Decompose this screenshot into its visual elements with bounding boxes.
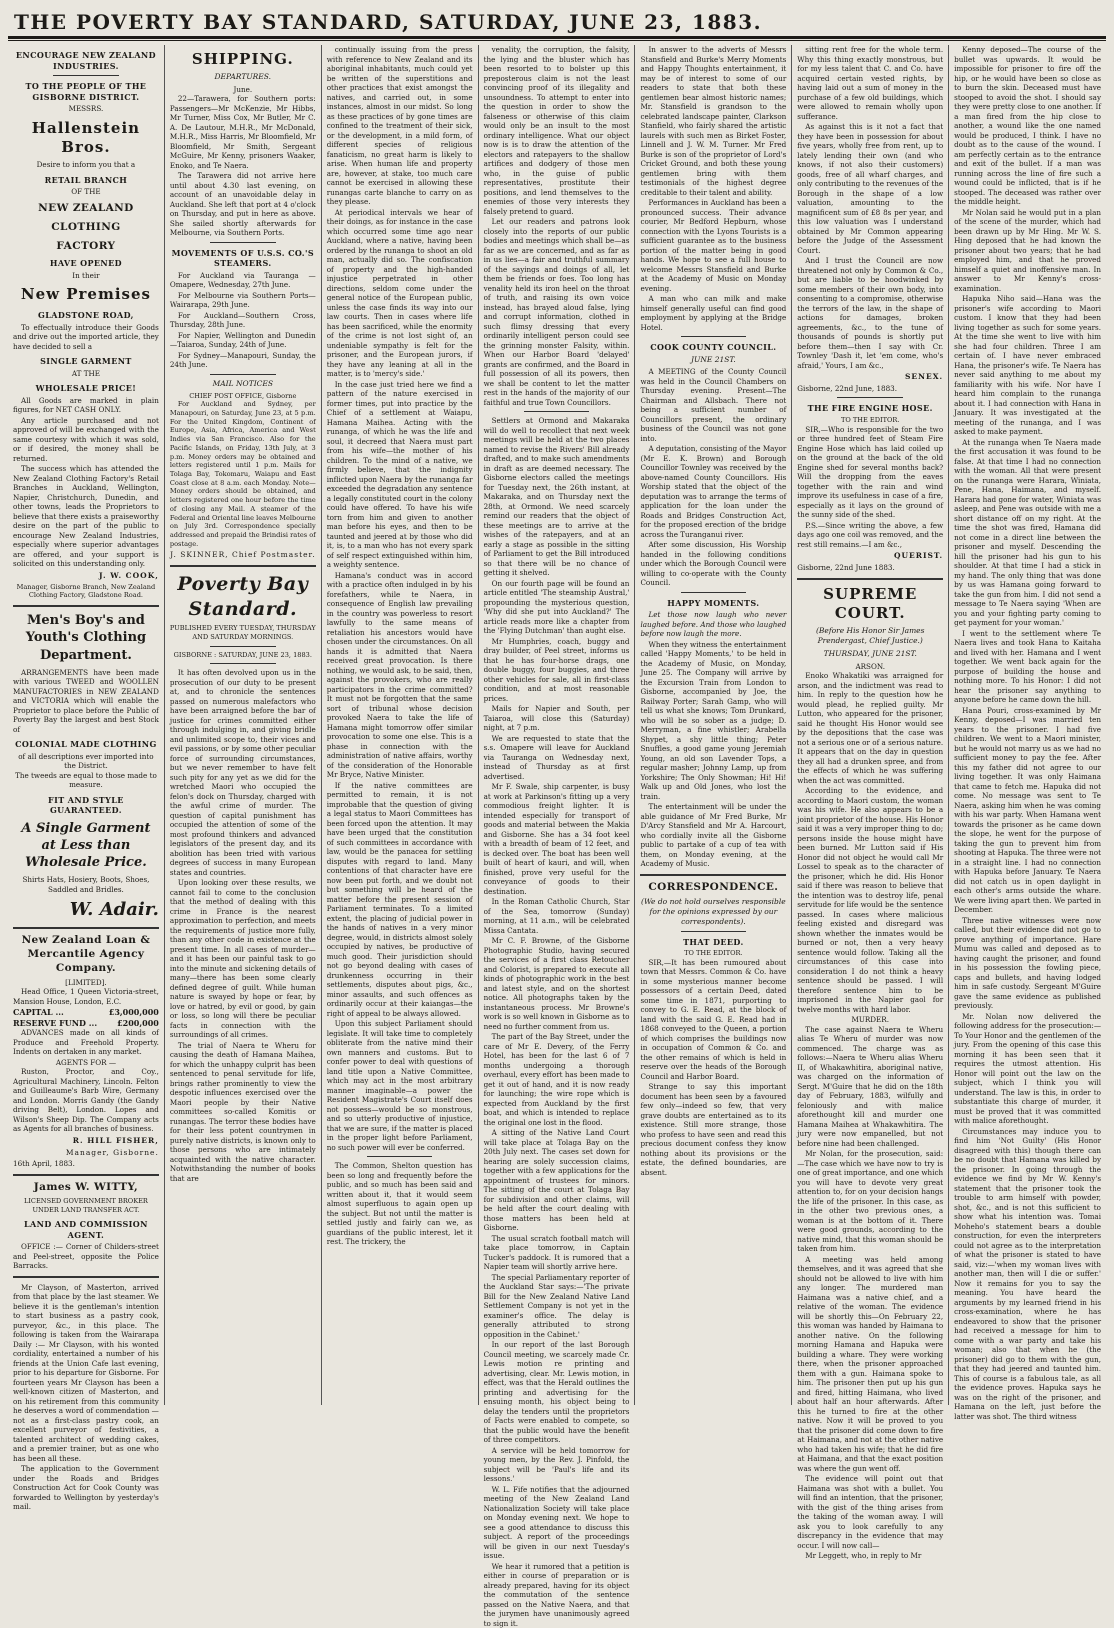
news-paragraph: Performances in Auckland has been a pronounced success. Their advance courier, Mr Bedford Hepburn, whose connection with the Lyons Tourists is a sufficient guarantee as to the business portion of the matter being in good hands. We hope to see a full house to welcome Messrs Stansfield and Burke at the Academy of Music on Monday evening. (640, 198, 786, 293)
column-1 (8, 45, 165, 1405)
news-paragraph: For Napier, Wellington and Dunedin—Taiaroa, Sunday, 24th of June. (170, 331, 316, 350)
ad-line: WHOLESALE PRICE! (13, 383, 159, 394)
ad-paragraph: Head Office, 1 Queen Victoria-street, Mansion House, London, E.C. (13, 987, 159, 1006)
news-paragraph: The entertainment will be under the able guidance of Mr Fred Burke, Mr D'Arcy Stansfield and Mr A. Harcourt, who cordially invite all the Gisborne public to partake of a cup of tea with them, on Monday evening, at the Academy of Music. (640, 802, 786, 869)
court-before: (Before His Honor Sir James Prendergast, Chief Justice.) (797, 626, 943, 646)
council-date: JUNE 21ST. (640, 355, 786, 365)
ad-adair: W. Adair. (13, 898, 159, 922)
ad-signature: J. W. COOK, (13, 571, 159, 581)
ad-line: RETAIL BRANCH (13, 175, 159, 186)
ad-premises: New Premises (13, 285, 159, 305)
divider (210, 242, 276, 243)
column-5 (635, 45, 792, 1405)
leader-paragraph: Hamana's conduct was in accord with a practice often indulged in by his forefathers, while te Naera, in consequence of English law prevailing in the country was powerless to resort lawfully to the same means of retaliation his ancestors would have chosen under the circumstances. On all hands it is admitted that Naera received great provocation. Is there nothing, we would ask, to be said, then, against the provokers, who are really participators in the crime committed? It must not be forgotten that the same sort of tribunal whose decision provoked Naera to take the life of Hamana might tomorrow offer similar provocation to some one else. This is a phase in connection with the administration of native affairs, worthy of the consideration of the Honorable Mr Bryce, Native Minister. (327, 571, 473, 780)
ad-department-heading: Men's Boy's and Youth's Clothing Department. (13, 612, 159, 663)
news-paragraph: We hear it rumored that a petition is either in course of preparation or is already prepared, having for its object the commutation of the sentence passed on the Native Naera, and that the jurymen have unanimously agreed to sign it. (484, 1562, 630, 1628)
ad-witty-heading: James W. WITTY, (13, 1181, 159, 1195)
to-the-editor: TO THE EDITOR. (797, 416, 943, 425)
news-paragraph: For Sydney—Manapouri, Sunday, the 24th June. (170, 351, 316, 370)
divider (640, 874, 786, 876)
news-paragraph: Mr F. Swale, ship carpenter, is busy at work at Parkinson's fitting up a very commodious freight lighter. It is intended especially for transport of goods and material between the Makia and Gisborne. She has a 34 foot keel with a breadth of beam of 12 feet, and is decked over. The boat has been well built of heart of kauri, and will, when finished, prove very useful for the conveyance of goods to their destination. (484, 782, 630, 896)
ad-paragraph: Ruston, Proctor, and Coy., Agricultural Machinery, Lincoln. Felton and Guilleaume's Barb Wire, Germany and London. Morris Gandy (the Gandy driving Belt), London. Lopes and Wilson's Sheep Dip. The Company acts as Agents for all branches of business. (13, 1067, 159, 1134)
news-paragraph: Mr Humphries, coach, buggy and dray builder, of Peel street, informs us that he has four-horse drags, one double buggy, four buggies, and three other vehicles for sale, all in first-class condition, and at most reasonable prices. (484, 637, 630, 704)
news-paragraph: The part of the Bay Street, under the care of Mr E. Devery, of the Ferry Hotel, has been for the last 6 of 7 months undergoing a thorough overhaul, every effort has been made to get it out of hand, and it is now ready for launching; the wire rope which is expected from Auckland by the first boat, and which is intended to replace the original one lost in the flood. (484, 1032, 630, 1127)
ad-line: LAND AND COMMISSION AGENT. (13, 1219, 159, 1240)
court-paragraph: Mr. Nolan now delivered the following address for the prosecution:—To Your Honor and the gentlemen of the jury. From the opening of this case this morning it has been seen that it requires the utmost attention. His Honor will point out the law on the subject, which I think you will understand. The law is this, in order to substantiate this charge of murder, it must be proved that it was committed with malice aforethought. (954, 1012, 1101, 1126)
happy-moments-heading: HAPPY MOMENTS. (640, 598, 786, 609)
ad-line: Shirts Hats, Hosiery, Boots, Shoes, Saddled and Bridles. (13, 875, 159, 894)
news-paragraph: Settlers at Ormond and Makaraka will do well to recollect that next week meetings will be held at the two places named to revise the Rivers' Bill already drafted, and to make such amendments in draft as are deemed necessary. The Gisborne electors called the meetings for Tuesday next, the 26th instant, at Makaraka, and on Thursday next the 28th, at Ormond. We need scarcely remind our readers that the object of these meetings are to arrive at the wishes of the ratepayers, and at an early a stage as possible in the sitting of Parliament to get the Bill introduced so that there will be no chance of getting it shelved. (484, 416, 630, 578)
leader-paragraph: At periodical intervals we hear of their doings, as for instance in the case which occurred some time ago near Auckland, where a native, having been ordered by the runanga to shoot an old man, actually did so. The confiscation of property and the high-handed injustice perpetrated in other directions, seldom come under the general notice of the European public, unless the case finds its way into our law courts. Then in cases where life has been sacrificed, while the enormity of the crime is not lost sight of, an undeniable sympathy is felt for the prisoner, and the European jurors, if they have any leaning at all in the matter, is to 'mercy's side.' (327, 208, 473, 379)
news-paragraph: The Tarawera did not arrive here until about 4.30 last evening, on account of an unavoidable delay in Auckland. She left that port at 4 o'clock on Thursday, and put in here as above. She sailed shortly afterwards for Melbourne, via Southern Ports. (170, 171, 316, 238)
court-date: THURSDAY, JUNE 21ST. (797, 649, 943, 659)
arson-heading: ARSON. (797, 662, 943, 672)
masthead-rule-thick (8, 36, 1106, 39)
ad-line: In their (13, 271, 159, 281)
masthead-rule-thin (8, 40, 1106, 41)
leader-paragraph: If the native committees are permitted to remain, it is not improbable that the question of giving a legal status to Maori Committees has been forced upon the attention. It may have been urged that the constitution of such committees in accordance with law, would be the panacea for settling disputes with regard to land. Many contentions of that character have ere now been put forth, and we doubt not but something will be heard of the matter before the present session of Parliament terminates. To a limited extent, the placing of judicial power in the hands of natives in a very minor degree, would, in districts almost solely occupied by natives, be productive of much good. Their jurisdiction should not go beyond dealing with cases of drunkenness occurring in their settlements, disputes about pigs, &c., minor assaults, and such offences as ordinarily occur at their kaiangas—the right of appeal to be always allowed. (327, 781, 473, 1019)
masthead-title: THE POVERTY BAY STANDARD, SATURDAY, JUNE 23, 1883. (14, 10, 762, 34)
postmaster-signature: J. SKINNER, Chief Postmaster. (170, 550, 316, 560)
court-paragraph: Mr Nolan said he would put in a plan of the scene of the murder, which had been drawn up by Mr Hing. Mr W. S. Hing deposed that he had known the prisoner about two years; that he had employed him, and that he proved himself a quiet and inoffensive man. In answer to Mr Kenny's cross-examination. (954, 208, 1101, 294)
ad-firm-name: Hallenstein Bros. (13, 119, 159, 159)
capital-value: £3,000,000 (109, 1007, 159, 1018)
capital-label: CAPITAL ... (13, 1007, 64, 1018)
letter-paragraph: SIR,—Who is responsible for the two or three hundred feet of Steam Fire Engine Hose which has laid coiled up on the ground at the back of the old Engine shed for several months back? Will the dropping from the eaves together with the rain and wind improve its usefulness in case of a fire, especially as it lays on the ground of the sunny side of the shed. (797, 425, 943, 520)
divider (681, 336, 747, 337)
ad-capital (13, 1007, 159, 1018)
column-4 (479, 45, 636, 1405)
ad-headline: ENCOURAGE NEW ZEALAND INDUSTRIES. (13, 50, 159, 71)
court-paragraph: Hana Pouri, cross-examined by Mr Kenny, deposed—I was married ten years to the prisoner. I had five children. We went to a Maori minister, but he would not marry us as we had no sufficient money to pay the fee. After this my father did not agree to our living together. It was only Haimana that came to fetch me. Hapuka did not come. No message was sent to Te Naera, asking him when he was coming with his war party. When Hamana went towards the prisoner as he came down the slope, he went for the purpose of taking the gun to prevent him from shooting at Hapuka. The three were not in a straight line. I had no connection with Hapuka before January. Te Naera did not catch us in open daylight in each other's arms outside the whare. We were living apart then. We parted in December. (954, 706, 1101, 915)
ad-single-garment: A Single Garment at Less than Wholesale Price. (13, 820, 159, 871)
news-paragraph: Mr C. F. Browne, of the Gisborne Photographic Studio, having secured the services of a first class Retoucher and Colorist, is prepared to execute all kinds of photographic work in the best and latest style, and on the shortest notice. All photographs taken by the instantaneous process. Mr Browne's work is so well known in Gisborne as to need no further comment from us. (484, 936, 630, 1031)
ad-line: LICENSED GOVERNMENT BROKER UNDER LAND TRANSFER ACT. (13, 1197, 159, 1214)
divider (367, 1156, 433, 1157)
divider (13, 1174, 159, 1176)
ad-paragraph: OFFICE :— Corner of Childers-street and Peel-street, opposite the Police Barracks. (13, 1242, 159, 1271)
letter-paragraph: sitting rent free for the whole term. Why this thing exactly monstrous, but for my less talent that C. and Co. have acquired certain vested rights, by having laid out a sum of money in the purchase of a few old buildings, which were allowed to remain wholly upon sufferance. (797, 45, 943, 121)
news-paragraph: A man who can milk and make himself generally useful can find good employment by applying at the Bridge Hotel. (640, 294, 786, 332)
court-paragraph: A meeting was held among themselves, and it was agreed that she should not be allowed to live with him any longer. The murdered man Haimana was a native chief, and a relative of the woman. The evidence will be shortly this—On February 22, this woman was handed by Haimana to another native. On the following morning Hamana and Hapuka were building a whare. They were working there, when the prisoner approached them with a gun. Haimana spoke to him. The prisoner then put up his gun and fired, hitting Haimana, who lived about half an hour afterwards. After this he turned to fire at the other native. Now it will be proved to you that the prisoner did come down to fire at Haimana, and not at the other native who had taken his wife; that he did fire at Haimana, and that the exact position was where the gun went off. (797, 1255, 943, 1474)
news-paragraph: 22—Tarawera, for Southern ports: Passengers—Mr McKenzie, Mr Hibbs, Mr Turner, Miss Cox, Mr Butler, Mr C. A. De Lautour, M.H.R., Mr McDonald, M.H.R., Miss Harris, Mr Bloomfield, Mr Bloomfield, Mr Smith, Sergeant McGuire, Mr Kenny, prisoners Waaker, Enoko, and Te Naera. (170, 94, 316, 170)
court-paragraph: According to the evidence, and according to Maori custom, the woman was his wife. He also appears to be a joint proprietor of the house. His Honor said it was a very improper thing to do; persons inside the house might have been burned. Mr Lutton said if His Honor did not object he would call Mr Lossel to speak as to the character of the prisoner, which he did. His Honor said if there was reason to believe that the intention was to destroy life, penal servitude for life would be the sentence passed. In cases where malicious feeling existed and disregard was shown whether the inmates would be burned or not, then a very heavy sentence would follow. Taking all the circumstances of this case into consideration I do not think a heavy sentence should be passed. I will therefore sentence him to be imprisoned in the Napier gaol for twelve months with hard labor. (797, 786, 943, 1014)
ad-line: AT THE (13, 369, 159, 379)
column-6 (792, 45, 949, 1405)
correspondence-heading: CORRESPONDENCE. (640, 881, 786, 895)
court-paragraph: Circumstances may induce you to find him 'Not Guilty' (His Honor disagreed with this) though there can be no doubt that Hamana was killed by the prisoner. In going through the evidence we find by Mr W. Kenny's statement that the prisoner took the trouble to arm himself with powder, shot, &c., and is not this sufficient to show what his intention was. Tomai Moheho's statement bears a double construction, for even the interpreters could not agree as to the interpretation of what the prisoner is stated to have said, viz:—'when my woman lives with another man, then will I die or suffer.' Now it remains for you to say the meaning. You have heard the arguments by my learned friend in his cross-examination, where he has endeavored to show that the prisoner had received a message for him to come with a war party and take his woman; also that when he (the prisoner) did go to them with the gun, that they had jeered and taunted him. This of course is a fabulous tale, as all the evidence proves. Hapuka says he was on the right of the prisoner, and Hamana on the left, just before the latter was shot. The third witness (954, 1127, 1101, 1422)
ad-reserve (13, 1018, 159, 1029)
news-paragraph: The application to the Government under the Roads and Bridges Construction Act for Cook County was forwarded to Wellington by yesterday's mail. (13, 1464, 159, 1512)
news-paragraph: We are requested to state that the s.s. Omapere will leave for Auckland via Tauranga on Wednesday next, instead of Thursday as at first advertised. (484, 734, 630, 782)
news-paragraph: venality, the corruption, the falsity, the lying and the bluster which has been resorted to to bolster up this preposterous claim is not the least convincing proof of its illegality and unsoundness. To attempt to enter into the question in order to show the falseness or otherwise of this claim would only be an insult to the most ordinary intelligence. What our object now is is to draw the attention of the electors and ratepayers to the shallow artifices and dodgery of those men who, in the guise of public representatives, prostitute their positions, and lend themselves to the enemies of those very interests they falsely pretend to guard. (484, 45, 630, 216)
divider (797, 578, 943, 580)
court-paragraph: I went to the settlement where Te Naera lives and took Hana to Kaitaha and lived with her. Hamana and I went together. We went back again for the purpose of building the house and nothing more. To his Honor: I did not hear the prisoner say anything to anyone before he came down the hill. (954, 629, 1101, 705)
letter-paragraph: P.S.—Since writing the above, a few days ago one coil was removed, and the rest still remains.—I am &c., (797, 521, 943, 550)
news-paragraph: When they witness the entertainment called 'Happy Moments,' to be held in the Academy of Music, on Monday, June 25. The Company will arrive by the Excursion Train from London to Gisborne, accompanied by Joe, the Railway Porter; Sarah Gamp, who will tell us what she knows; Tom Drunkard, who will be so sober as a judge; D. Merryman, a fine whistler; Arabella Shypet, a shy little thing; Peter Snuffles, a good game young Jeremiah Young, an old son Lavender Tops, a regular masher; Johnny Lamp, up from Yorkshire; The Only Showman; Hi! Hi! Walk up and Old Jones, who lost the train. (640, 640, 786, 802)
divider (53, 75, 119, 76)
court-paragraph: Mr Leggett, who, in reply to Mr (797, 1551, 943, 1561)
divider (170, 565, 316, 567)
ad-line: AGENTS FOR — (13, 1058, 159, 1068)
divider (13, 927, 159, 929)
council-heading: COOK COUNTY COUNCIL. (640, 342, 786, 353)
court-paragraph: Enoko Whakatiki was arraigned for arson, and the indictment was read to him. In reply to the question how he would plead, he replied guilty. Mr Lutton, who appeared for the prisoner, said he thought His Honor would see by the depositions that the case was not a serious one or of a serious nature. It appears that on the day in question they all had a drunken spree, and from the effects of which he was suffering when the act was committed. (797, 671, 943, 785)
leader-paragraph: The Common, Shelton question has been so long and frequently before the public, and so much has been said and written about it, that it would seem almost superfluous to again open up the subject. But not until the matter is settled justly and fairly can we, as guardians of the public interest, let it rest. The trickery, the (327, 1161, 473, 1247)
departures-heading: DEPARTURES. (170, 72, 316, 82)
news-paragraph: For Auckland and Sydney, per Manapouri, on Saturday, June 23, at 5 p.m. For the United Kingdom, Continent of Europe, Asia, Africa, America and West Indies via San Francisco. Also for the Pacific Islands, on Friday, 13th July, at 3 p.m. Money orders may be obtained and letters registered until 1 p.m. Mails for Tolaga Bay, Tokomaru, Waiapu and East Coast close at 8 a.m. each Monday. Note—Money orders should be obtained, and letters registered one hour before the time of closing any Mail. A steamer of the Federal and Oriental line leaves Melbourne on July 3rd. Correspondence specially addressed and prepaid the Brindisi rates of postage. (170, 400, 316, 548)
shipping-heading: SHIPPING. (170, 50, 316, 70)
mail-heading: MAIL NOTICES (170, 379, 316, 389)
month-label: June. (170, 85, 316, 95)
ad-line: CLOTHING (13, 221, 159, 235)
reserve-label: RESERVE FUND ... (13, 1018, 97, 1029)
news-paragraph: A service will be held tomorrow for young men, by the Rev. J. Pinfold, the subject will be 'Paul's life and its lessons.' (484, 1446, 630, 1484)
letter-paragraph: And I trust the Council are now threatened not only by Common & Co., but are liable to be hoodwinked by some members of their own body, into consenting to a compromise, otherwise the terrors of the law, in the shape of actions for damages, broken agreements, &c., to the tune of thousands of pounds is shortly put before them—then I say with Cr. Townley 'Dash it, let 'em come, who's afraid,' Yours, I am &c., (797, 256, 943, 370)
news-paragraph: Mails for Napier and South, per Taiaroa, will close this (Saturday) night, at 7 p.m. (484, 704, 630, 733)
leader-paragraph: The trial of Naera te Wheru for causing the death of Hamana Maihea, for which the unhappy culprit has been sentenced to penal servitude for life, brings rather prominently to view the despotic influences exercised over the Maori people by their Native committees so-called Komitis or runangas. The terror these bodies have for their less potent countrymen in purely native districts, is known only to those persons who are intimately acquainted with the native character. Notwithstanding the number of books that are (170, 1041, 316, 1184)
news-paragraph: W. L. Fife notifies that the adjourned meeting of the New Zealand Land Nationalization Society will take place on Monday evening next. We hope to see a good attendance to discuss this subject. A report of the proceedings will be given in our next Tuesday's issue. (484, 1485, 630, 1561)
mail-subheading: CHIEF POST OFFICE, Gisborne (170, 392, 316, 401)
news-paragraph: For Auckland via Tauranga — Omapere, Wednesday, 27th June. (170, 271, 316, 290)
ad-line: COLONIAL MADE CLOTHING (13, 739, 159, 750)
published-line: PUBLISHED EVERY TUESDAY, THURSDAY AND SATURDAY MORNINGS. (170, 624, 316, 641)
divider (837, 397, 903, 398)
ad-line: [LIMITED]. (13, 978, 159, 988)
news-paragraph: The usual scratch football match will take place tomorrow, in Captain Tucker's paddock. It is rumored that a Napier team will shortly arrive here. (484, 1234, 630, 1272)
supreme-court-heading: SUPREME COURT. (797, 585, 943, 625)
ad-subheadline: TO THE PEOPLE OF THE GISBORNE DISTRICT. (13, 81, 159, 102)
ad-paragraph: Any article purchased and not approved of will be exchanged with the same courtesy with which it was sold, or if desired, the money shall be returned. (13, 416, 159, 464)
letter-signature: SENEX. (797, 372, 943, 382)
divider (210, 374, 276, 375)
letter-paragraph: SIR,—It has been rumoured about town that Messrs. Common & Co. have in some mysterious manner become possessors of a certain Deed, dated some time in 1871, purporting to convey to G. E. Read, at the block of land with the said G. E. Read had in 1868 conveyed to the Queen, a portion of which comprises the buildings now in occupation of Common & Co. and the other remains of which is held in reserve over the heads of the Borough Council and Harbor Board. (640, 958, 786, 1082)
ad-line: HAVE OPENED (13, 258, 159, 269)
ad-line: The tweeds are equal to those made to measure. (13, 771, 159, 790)
leader-paragraph: In the case just tried here we find a pattern of the nature exercised in former times, put into practice by the Chief of a settlement at Waiapu, Hamana Maihea. Acting with the runanga, of which he was the life and soul, it decreed that Naera must part from his wife—the mother of his children. To the mind of a native, we firmly believe, that the indignity inflicted upon Naera by the runanga far exceeded the degradation any sentence a legally constituted court in the colony could have offered. To have his wife torn from him and given to another man before his eyes, and then to be taunted and jeered at by those who did it, is, to a man who has not every spark of self respect extinguished within him, a weighty sentence. (327, 380, 473, 570)
news-paragraph: A sitting of the Native Land Court will take place at Tolaga Bay on the 20th July next. The cases set down for hearing are solely succession claims, together with a few applications for the appointment of trustees for minors. The sitting of the court at Tolaga Bay for subdivision and other claims, will be held after the court dealing with those matters has been held at Gisborne. (484, 1128, 630, 1233)
letter-signature: QUERIST. (797, 551, 943, 561)
ad-paragraph: All Goods are marked in plain figures, for NET CASH ONLY. (13, 396, 159, 415)
ad-line: of all descriptions ever imported into the District. (13, 752, 159, 771)
ad-signature: R. HILL FISHER, (13, 1136, 159, 1146)
ad-line: SINGLE GARMENT (13, 356, 159, 367)
ad-paragraph: ADVANCES made on all kinds of Produce and Freehold Property. Indents on dertaken in any market. (13, 1028, 159, 1057)
murder-heading: MURDER. (797, 1015, 943, 1025)
ad-date: 16th April, 1883. (13, 1159, 159, 1169)
column-7 (949, 45, 1106, 1405)
news-paragraph: The special Parliamentary reporter of the Auckland Star says:—'The private Bill for the New Zealand Native Land Settlement Company is not yet in the examiner's office. The delay is generally attributed to strong opposition in the Cabinet.' (484, 1273, 630, 1340)
letter-paragraph: As against this is it not a fact that they have been in possession for about five years, wholly free from rent, up to lately lending their own (and who knows, if not also their customers) goods, free of all wharf charges, and only contributing to the revenues of the Borough in the shape of a low valuation, amounting to the magnificent sum of £8 8s per year, and this low valuation was I understand obtained by Mr Common appearing before the Judge of the Assessment Court. (797, 122, 943, 255)
correspondence-note: (We do not hold ourselves responsible for the opinions expressed by our correspondents). (640, 897, 786, 927)
ad-road: GLADSTONE ROAD, (13, 310, 159, 321)
leader-paragraph: Upon this subject Parliament should legislate. It will take time to completely obliterate from the native mind their own manners and customs. But to confer power to deal with questions of land title upon a Native Committee, which may act in the most arbitrary manner imaginable—a power the Resident Magistrate's Court itself does not possess—would be so monstrous, and so utterly productive of injustice, that we are sure, if the matter is placed in the proper light before Parliament, no such power will ever be conferred. (327, 1019, 473, 1152)
leader-paragraph: Upon looking over these results, we cannot fail to come to the conclusion that the method of dealing with this crime in France is the nearest approximation to perfection, and meets the requirements of justice more fully, than any other code in existence at the present time. In all cases of murder—and it has been our painful task to go into the minute and sickening details of many—there has been some clearly defined degree of guilt. While human nature is swayed by hope or fear, by love or hatred, by evil or good, by gain or loss, so long will there be peculiar facts in connection with the surroundings of all crimes. (170, 878, 316, 1040)
court-paragraph: At the runanga when Te Naera made the first accusation it was found to be false. At that time I had no connection with the woman. All that were present on the runanga were Harara, Winiata, Pene, Hana, Haimana, and myself. Harara had gone for water, Winiata was asleep, and Pene was outside with me a short distance off on my right. At the time the shot was fired, Hamana did not come in a direct line between the prisoner and myself. Descending the hill the prisoner had his gun to his shoulder. At that time I had a stick in my hand. The only thing that was done by us was Hamana going forward to take the gun from him. I did not send a message to Te Naera saying 'When are you and your fighting party coming to get payment for your woman.' (954, 438, 1101, 628)
columns (8, 45, 1106, 1405)
divider (13, 1276, 159, 1278)
to-the-editor: TO THE EDITOR. (640, 949, 786, 958)
ad-nzloan-heading: New Zealand Loan & Mercantile Agency Company. (13, 934, 159, 976)
ad-paragraph: The success which has attended the New Zealand Clothing Factory's Retail Branches in Auckland, Wellington, Napier, Christchurch, Dunedin, and other towns, leads the Proprietors to believe that there exists a praiseworthy desire on the part of the public to encourage New Zealand Industries, especially where superior advantages are offered, and your support is solicited on this understanding only. (13, 464, 159, 569)
news-paragraph: A MEETING of the County Council was held in the Council Chambers on Thursday evening. Present—The Chairman and Allsbach. There not being a sufficient number of Councillors present, the ordinary business of the Council was not gone into. (640, 367, 786, 443)
letter-date: Gisborne, 22nd June, 1883. (797, 384, 943, 394)
news-paragraph: For Melbourne via Southern Ports—Wairarapa, 29th June. (170, 291, 316, 310)
leader-paragraph: continually issuing from the press with reference to New Zealand and its aboriginal inhabitants, much could yet be written of the superstitions and other practices that exist amongst the natives, and carried out, in some instances, almost in our midst. So long as these practices of by gone times are confined to the treatment of their sick, or the development, in a mild form, of different species of religious fanaticism, no great harm is likely to arise. When human life and property are, however, at stake, too much care cannot be exercised in allowing these runangas carte blanche to carry on as they please. (327, 45, 473, 207)
ad-paragraph: ARRANGEMENTS have been made with various TWEED and WOOLLEN MANUFACTORIES in NEW ZEALAND and VICTORIA which will enable the Proprietor to place before the Public of Poverty Bay the largest and best Stock of (13, 668, 159, 735)
court-paragraph: The evidence will point out that Haimana was shot with a bullet. You will find an intention, that the prisoner, with the gist of the thing arises from the taking of the woman away. I will ask you to look carefully to any discrepancy in the evidence that may occur. I will now call— (797, 1474, 943, 1550)
standard-nameplate: Poverty Bay Standard. (170, 572, 316, 622)
court-paragraph: Three native witnesses were now called, but their evidence did not go to prove anything of importance. Hare Mumu was called and deposed as to having caught the prisoner, and found in his possession the fowling piece, caps and bullets, and having lodged him in safe custody. Sergeant M'Guire gave the same evidence as published previously. (954, 916, 1101, 1011)
fire-hose-heading: THE FIRE ENGINE HOSE. (797, 403, 943, 414)
divider (210, 646, 276, 647)
news-paragraph: After some discussion, His Worship handed in the following conditions under which the Borough Council were willing to co-operate with the County Council. (640, 540, 786, 588)
ad-line: FACTORY (13, 240, 159, 254)
news-paragraph: Let our readers and patrons look closely into the reports of our public bodies and meetings which shall be—as far as we are concerned, and as far as in us lies—a fair and truthful summary of the sayings and doings of all, let them be friends or foes. Too long has venality held its iron heel on the throat of truth, and raising its own voice instead, has brayed aloud false, lying and corrupt information, clothed in such flimsy dressing that every ordinarily intelligent person could see the grinning monster Falsity, within. When our Harbor Board 'delayed' grants are confirmed, and the Board in full possession of all its powers, then we shall be content to let the matter rest in the hands of the majority of our faithful and true Town Councillors. (484, 217, 630, 407)
ad-line: Manager, Gisborne Branch, New Zealand Clothing Factory, Gladstone Road. (13, 583, 159, 600)
divider (681, 592, 747, 593)
column-3 (322, 45, 479, 1405)
leader-paragraph: It has often devolved upon us in the prosecution of our duty to be present at, and to chronicle the sentences passed on numerous malefactors who have been arraigned before the bar of justice for crimes committed either through indulging in, and giving bridle and unlimited scope to, their vices and evil passions, or by some other peculiar force of surrounding circumstances, but we never remember to have felt such pity for any yet as we did for the wretched Maori who occupied the felon's dock on Thursday, charged with the awful crime of murder. The question of capital punishment has occupied the attention of some of the most profound thinkers and advanced legislators of the present day, and its abolition has been tried with various degrees of success in many European states and countries. (170, 668, 316, 877)
deed-heading: THAT DEED. (640, 937, 786, 948)
ad-signature-role: Manager, Gisborne. (13, 1148, 159, 1158)
divider (210, 663, 276, 664)
court-paragraph: Kenny deposed—The course of the bullet was upwards. It would be impossible for prisoner to fire off the hip, or he would have been so close as to burn the skin. Deceased must have stooped to avoid the shot. I should say they were pretty close to one another. If a man fired from the hip close to another, a wound like the one named would be produced, I think. I have no doubt as to the cause of the wound. I am perfectly certain as to the entrance and exit of the bullet. If a man was running across the line of fire such a wound could be inflicted, that is if he stooped. The deceased was rather over the middle height. (954, 45, 1101, 207)
ad-line: OF THE (13, 187, 159, 197)
divider (681, 931, 747, 932)
news-paragraph: Mr Clayson, of Masterton, arrived from that place by the last steamer. We believe it is the gentleman's intention to start business as a pastry cook, purveyor, &c., in this place. The following is taken from the Wairarapa Daily :— Mr Clayson, with his wonted cordiality, entertained a number of his friends at the Union Cafe last evening, prior to his departure for Gisborne. For fourteen years Mr Clayson has been a well-known citizen of Masterton, and on his retirement from this community he deserves a word of commendation — not as a first-class pastry cook, an excellent purveyor of festivities, a talented architect of wedding cakes, and a premier trainer, but as one who has been all these. (13, 1283, 159, 1464)
dateline: GISBORNE : SATURDAY, JUNE 23, 1883. (170, 651, 316, 660)
divider (524, 411, 590, 412)
ad-line: Desire to inform you that a (13, 160, 159, 170)
letter-paragraph: Strange to say this important document has been seen by a favoured few only—indeed so few, that very grave doubts are entertained as to its existence. Still more strange, those who profess to have seen and read this precious document confess they know nothing about its provisions or the estate, the defined boundaries, are absent. (640, 1082, 786, 1177)
news-paragraph: In answer to the adverts of Messrs Stansfield and Burke's Merry Moments and Happy Thoughts entertainment, it may be of interest to some of our readers to state that both these gentlemen bear almost historic names; Mr. Stansfield is grandson to the celebrated landscape painter, Clarkson Stanfield, who fairly shared the artistic laurels with such men as Birket Foster, Linnell and J. W. M. Turner. Mr Fred Burke is son of the proprietor of Lord's Cricket Ground, and both these young gentlemen bring with them testimonials of the highest degree creditable to their talent and ability. (640, 45, 786, 197)
court-paragraph: Mr Nolan, for the prosecution, said:—The case which we have now to try is one of great importance, and one which you will have to devote very great attention to, for on your decision hangs the life of the prisoner. In this case, as in the other two previous ones, a woman is at the bottom of it. There were good grounds, according to the native mind, that this woman should be taken from him. (797, 1149, 943, 1254)
news-paragraph: In our report of the last Borough Council meeting, we scarcely made Cr. Lewis motion re printing and advertising, clear. Mr. Lewis motion, in effect, was that the Herald outlines the printing and advertising for the ensuing month, his object being to delay the tenders until the proprietors of Facts were enabled to compete, so that the public would have the benefit of three competitors. (484, 1340, 630, 1445)
reserve-value: £200,000 (117, 1018, 159, 1029)
movements-heading: MOVEMENTS OF U.S.S. CO.'S STEAMERS. (170, 248, 316, 269)
court-paragraph: The case against Naera te Wheru alias Te Wheru of murder was now commenced. The charge was as follows:—Naera te Wheru alias Wheru II, of Whakawhitira, aboriginal native, was charged on the information of Sergt. M'Guire that he did on the 18th day of February, 1883, wilfully and feloniously and with malice aforethought kill and murder one Hamana Maihea at Whakawhitira. The jury were now empanelled, but not before nine had been challenged. (797, 1025, 943, 1149)
divider (13, 605, 159, 607)
news-paragraph: On our fourth page will be found an article entitled 'The steamship Austral,' propounding the mysterious question, 'Why did she put into Auckland?' The article reads more like a chapter from the 'Flying Dutchman' than aught else. (484, 579, 630, 636)
poem: Let those now laugh who never laughed before. And those who laughed before now laugh the more. (640, 610, 786, 639)
ad-messrs: MESSRS. (13, 104, 159, 114)
column-2 (165, 45, 322, 1405)
ad-paragraph: To effectually introduce their Goods and drive out the imported article, they have decided to sell a (13, 323, 159, 352)
court-paragraph: Hapuka Niho said—Hana was the prisoner's wife according to Maori custom. I know that they had been living together as such for some years. At the time she went to live with him she had four children. Three I am certain of. I have never embraced Hana, the prisoner's wife. Te Naera has never said anything to me about my familiarity with his wife. Nor have I heard him complain to the runanga about it. I had connection with Hana in January. It was investigated at the meeting of the runanga, and I was asked to make payment. (954, 294, 1101, 437)
news-paragraph: In the Roman Catholic Church, Star of the Sea, tomorrow (Sunday) morning, at 11 a.m., will be celebrated Missa Cantata. (484, 897, 630, 935)
news-paragraph: For Auckland—Southern Cross, Thursday, 28th June. (170, 311, 316, 330)
ad-line: FIT AND STYLE GUARANTEED. (13, 795, 159, 816)
news-paragraph: A deputation, consisting of the Mayor (Mr E. K. Brown) and Borough Councillor Townley was received by the above-named County Councillors. His Worship stated that the object of the deputation was to arrange the terms of application for the loan under the Roads and Bridges Construction Act, for the proposed erection of the bridge across the Turanganui river. (640, 444, 786, 539)
letter-date: Gisborne, 22nd June 1883. (797, 563, 943, 573)
ad-line: NEW ZEALAND (13, 202, 159, 216)
masthead (8, 10, 1106, 36)
